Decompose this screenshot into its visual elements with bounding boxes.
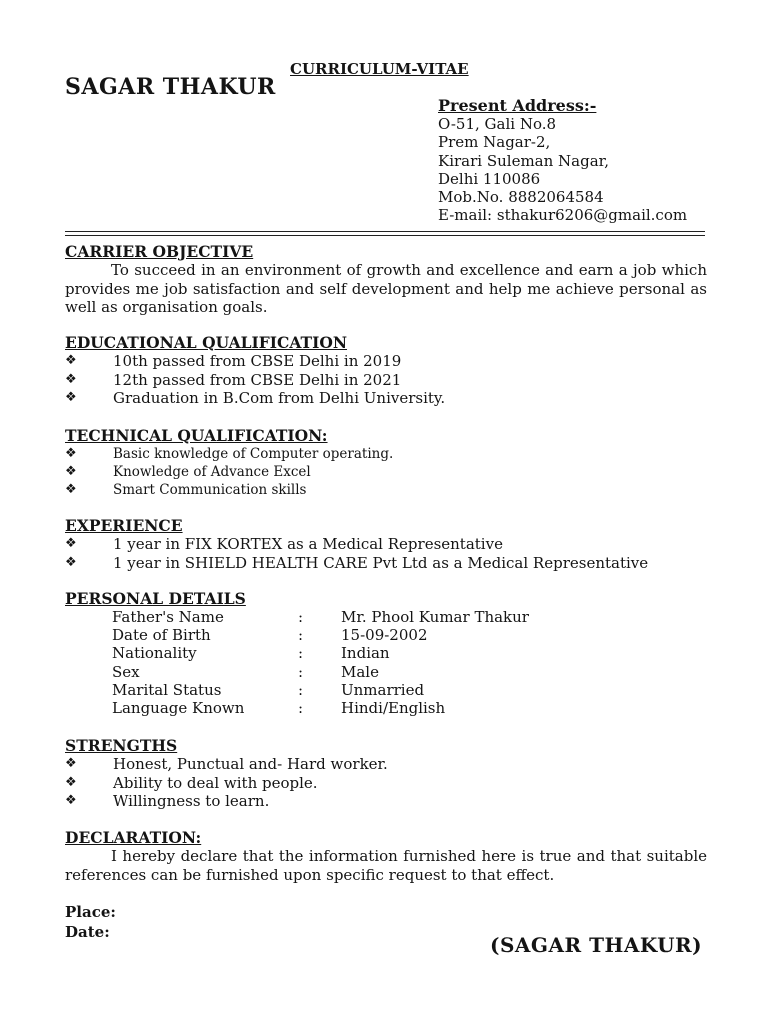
detail-separator: : bbox=[298, 680, 304, 699]
bullet-icon: ❖ bbox=[65, 353, 77, 368]
objective-section bbox=[65, 243, 710, 317]
strength-item: Ability to deal with people. bbox=[113, 773, 318, 792]
divider-line-top bbox=[65, 231, 705, 232]
divider-line-bottom bbox=[65, 235, 705, 236]
table-row bbox=[112, 644, 529, 662]
technical-item: Knowledge of Advance Excel bbox=[113, 464, 311, 480]
bullet-icon: ❖ bbox=[65, 793, 77, 808]
table-row bbox=[112, 681, 529, 699]
technical-item: Smart Communication skills bbox=[113, 482, 307, 498]
address-line: Delhi 110086 bbox=[438, 169, 541, 188]
bullet-icon: ❖ bbox=[65, 390, 77, 405]
address-line: O-51, Gali No.8 bbox=[438, 115, 557, 134]
bullet-icon: ❖ bbox=[65, 756, 77, 771]
list-item bbox=[65, 554, 710, 573]
table-row bbox=[112, 608, 529, 626]
declaration-text: I hereby declare that the information furnished here is true and that suitable references can be furnished upon specific request to that effect. bbox=[65, 847, 707, 884]
list-item bbox=[65, 535, 710, 554]
education-heading: EDUCATIONAL QUALIFICATION bbox=[65, 333, 348, 352]
address-line: Prem Nagar-2, bbox=[438, 133, 551, 152]
technical-section bbox=[65, 427, 710, 499]
bullet-icon: ❖ bbox=[65, 482, 77, 497]
list-item bbox=[65, 352, 710, 371]
table-row bbox=[112, 699, 529, 717]
education-section bbox=[65, 334, 710, 408]
bullet-icon: ❖ bbox=[65, 464, 77, 479]
table-row bbox=[112, 663, 529, 681]
detail-value: Hindi/English bbox=[341, 699, 446, 718]
declaration-heading: DECLARATION: bbox=[65, 828, 202, 847]
list-item bbox=[65, 792, 710, 811]
personal-details-table bbox=[112, 608, 529, 717]
education-item: 10th passed from CBSE Delhi in 2019 bbox=[113, 352, 402, 370]
detail-label: Father's Name bbox=[112, 608, 224, 626]
strengths-heading: STRENGTHS bbox=[65, 736, 178, 755]
list-item bbox=[65, 481, 710, 499]
signature-name: (SAGAR THAKUR) bbox=[490, 933, 703, 957]
detail-label: Language Known bbox=[112, 699, 245, 718]
email-address: E-mail: sthakur6206@gmail.com bbox=[438, 206, 688, 225]
strength-item: Willingness to learn. bbox=[113, 792, 270, 810]
personal-details-heading: PERSONAL DETAILS bbox=[65, 589, 246, 608]
objective-paragraph bbox=[65, 261, 707, 317]
education-item: Graduation in B.Com from Delhi University. bbox=[113, 389, 446, 407]
detail-label: Date of Birth bbox=[112, 626, 211, 645]
bullet-icon: ❖ bbox=[65, 554, 77, 570]
detail-separator: : bbox=[298, 608, 304, 626]
declaration-paragraph bbox=[65, 847, 707, 884]
list-item bbox=[65, 389, 710, 408]
list-item bbox=[65, 774, 710, 793]
bullet-icon: ❖ bbox=[65, 371, 77, 387]
candidate-name: SAGAR THAKUR bbox=[65, 74, 276, 100]
detail-separator: : bbox=[298, 644, 304, 663]
declaration-section bbox=[65, 829, 710, 884]
mobile-number: Mob.No. 8882064584 bbox=[438, 188, 604, 207]
present-address-block bbox=[438, 97, 687, 224]
detail-value: Mr. Phool Kumar Thakur bbox=[341, 608, 529, 626]
technical-heading: TECHNICAL QUALIFICATION: bbox=[65, 426, 328, 445]
technical-item: Basic knowledge of Computer operating. bbox=[113, 446, 394, 462]
detail-separator: : bbox=[298, 626, 304, 645]
place-label: Place: bbox=[65, 903, 116, 921]
table-row bbox=[112, 626, 529, 644]
list-item bbox=[65, 463, 710, 481]
list-item bbox=[65, 371, 710, 390]
list-item bbox=[65, 445, 710, 463]
detail-value: Unmarried bbox=[341, 680, 425, 699]
address-heading: Present Address:- bbox=[438, 96, 597, 115]
bullet-icon: ❖ bbox=[65, 446, 77, 461]
strengths-section bbox=[65, 737, 710, 811]
experience-section bbox=[65, 517, 710, 572]
detail-label: Sex bbox=[112, 662, 140, 681]
objective-heading: CARRIER OBJECTIVE bbox=[65, 242, 254, 261]
list-item bbox=[65, 755, 710, 774]
personal-details-section bbox=[65, 590, 710, 717]
education-item: 12th passed from CBSE Delhi in 2021 bbox=[113, 370, 402, 389]
place-date-block bbox=[65, 902, 116, 942]
detail-label: Marital Status bbox=[112, 680, 222, 699]
address-line: Kirari Suleman Nagar, bbox=[438, 151, 609, 170]
bullet-icon: ❖ bbox=[65, 536, 77, 551]
detail-value: Indian bbox=[341, 644, 390, 663]
detail-value: Male bbox=[341, 662, 379, 681]
detail-separator: : bbox=[298, 662, 304, 681]
strength-item: Honest, Punctual and- Hard worker. bbox=[113, 755, 388, 773]
experience-heading: EXPERIENCE bbox=[65, 516, 183, 535]
objective-text: To succeed in an environment of growth and excellence and earn a job which provides me job satisfaction and self development and help me achieve personal as well as organisation goals. bbox=[65, 261, 707, 316]
document-title: CURRICULUM-VITAE bbox=[290, 60, 469, 78]
detail-value: 15-09-2002 bbox=[341, 626, 428, 645]
detail-separator: : bbox=[298, 699, 304, 718]
bullet-icon: ❖ bbox=[65, 774, 77, 790]
detail-label: Nationality bbox=[112, 644, 197, 663]
experience-item: 1 year in FIX KORTEX as a Medical Representative bbox=[113, 535, 503, 553]
date-label: Date: bbox=[65, 923, 110, 941]
experience-item: 1 year in SHIELD HEALTH CARE Pvt Ltd as a Medical Representative bbox=[113, 553, 649, 572]
